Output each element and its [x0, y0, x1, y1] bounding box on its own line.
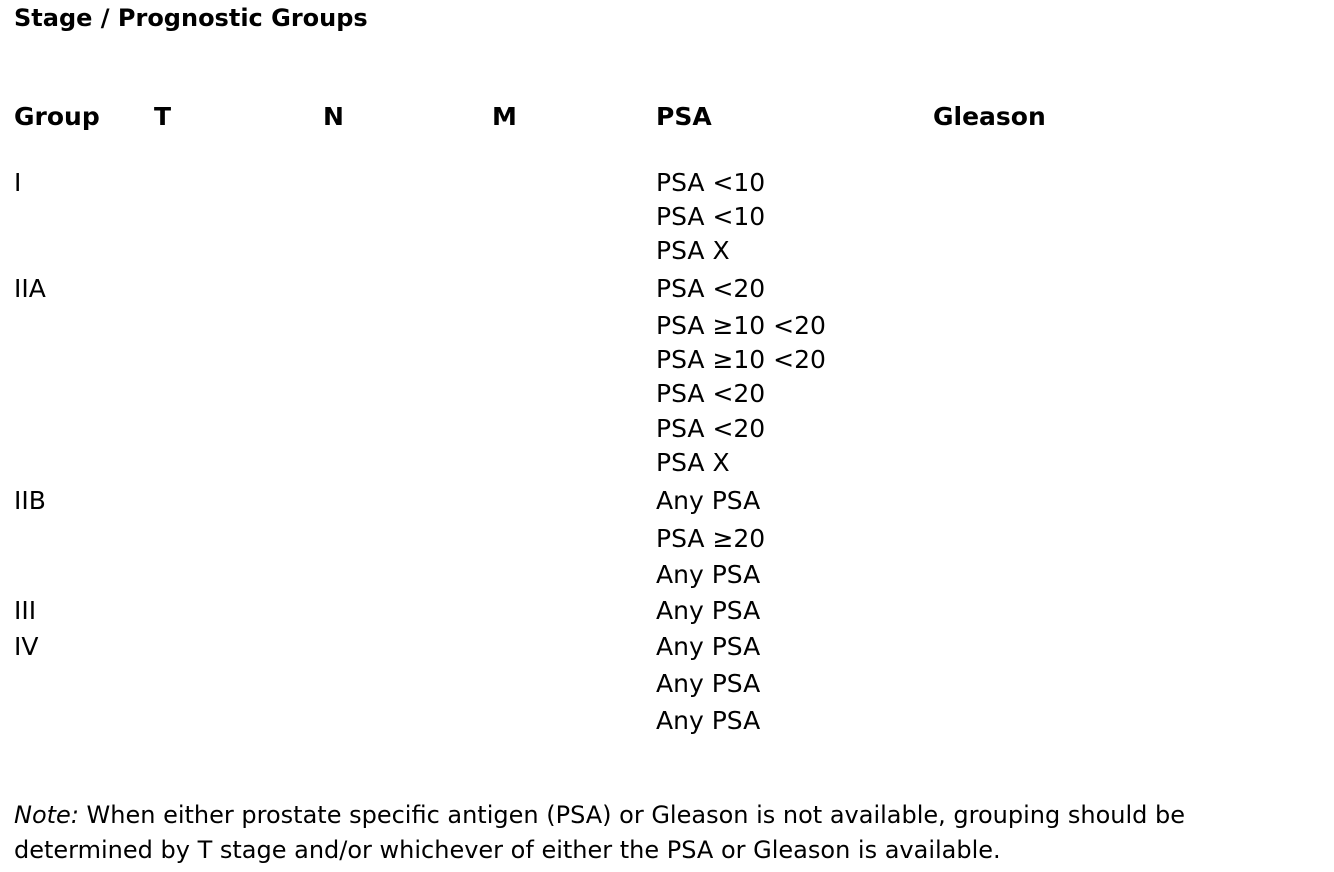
- table-row: [0, 706, 1334, 740]
- table-row: [0, 669, 1334, 703]
- psa-cell: Any PSA: [656, 560, 761, 589]
- table-row: [0, 168, 1334, 202]
- psa-cell: Any PSA: [656, 706, 761, 735]
- note-label: Note:: [14, 801, 79, 829]
- header-gleason: Gleason: [933, 102, 1046, 131]
- table-row: [0, 414, 1334, 448]
- psa-cell: PSA <10: [656, 202, 766, 231]
- table-row: [0, 311, 1334, 345]
- group-cell: III: [14, 596, 37, 625]
- table-row: [0, 632, 1334, 666]
- group-cell: IV: [14, 632, 39, 661]
- group-cell: IIA: [14, 274, 46, 303]
- psa-cell: PSA ≥20: [656, 524, 766, 553]
- table-row: [0, 236, 1334, 270]
- table-row: [0, 274, 1334, 308]
- psa-cell: PSA ≥10 <20: [656, 345, 826, 374]
- note-paragraph: [14, 798, 1324, 868]
- psa-cell: Any PSA: [656, 596, 761, 625]
- table-row: [0, 596, 1334, 630]
- table-row: [0, 345, 1334, 379]
- group-cell: I: [14, 168, 22, 197]
- header-t: T: [154, 102, 172, 131]
- table-header-row: [0, 102, 1334, 136]
- table-row: [0, 379, 1334, 413]
- header-psa: PSA: [656, 102, 712, 131]
- psa-cell: PSA X: [656, 448, 730, 477]
- group-cell: IIB: [14, 486, 46, 515]
- psa-cell: PSA ≥10 <20: [656, 311, 826, 340]
- psa-cell: Any PSA: [656, 632, 761, 661]
- table-row: [0, 202, 1334, 236]
- psa-cell: PSA <20: [656, 274, 766, 303]
- psa-cell: PSA <20: [656, 414, 766, 443]
- header-group: Group: [14, 102, 100, 131]
- header-m: M: [492, 102, 517, 131]
- psa-cell: PSA <10: [656, 168, 766, 197]
- page-title: Stage / Prognostic Groups: [14, 4, 368, 32]
- table-row: [0, 524, 1334, 558]
- psa-cell: PSA <20: [656, 379, 766, 408]
- psa-cell: PSA X: [656, 236, 730, 265]
- note-text: When either prostate specific antigen (PSA) or Gleason is not available, grouping should be determined by T stage and/or whichever of either the PSA or Gleason is available.: [14, 801, 1186, 864]
- table-row: [0, 560, 1334, 594]
- header-n: N: [323, 102, 344, 131]
- psa-cell: Any PSA: [656, 669, 761, 698]
- psa-cell: Any PSA: [656, 486, 761, 515]
- table-row: [0, 448, 1334, 482]
- table-row: [0, 486, 1334, 520]
